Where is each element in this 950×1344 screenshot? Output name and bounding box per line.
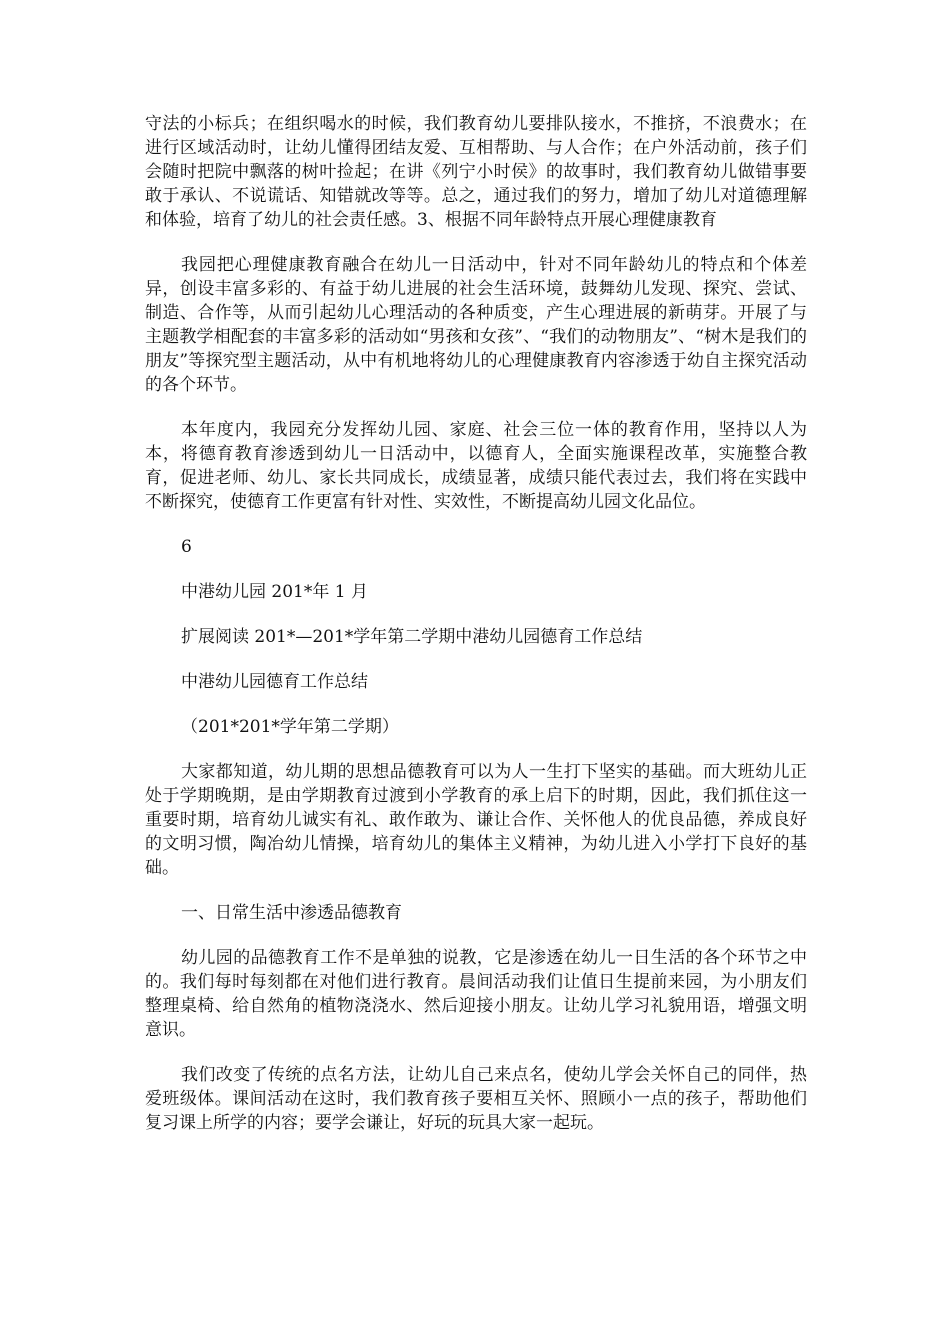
section-title: 中港幼儿园德育工作总结 <box>181 672 368 692</box>
paragraph-continued: 守法的小标兵；在组织喝水的时候，我们教育幼儿要排队接水，不推挤，不浪费水；在进行区域活动时，让幼儿懂得团结友爱、互相帮助、与人合作；在户外活动前，孩子们会随时把院中飘落的树叶捡起；在讲《列宁小时侯》的故事时，我们教育幼儿做错事要敢于承认、不说谎话、知错就改等等。总之，通过我们的努力，增加了幼儿对道德理解和体验，培育了幼儿的社会责任感。3、根据不同年龄特点开展心理健康教育 <box>145 114 807 230</box>
extended-reading-heading: 扩展阅读 201*—201*学年第二学期中港幼儿园德育工作总结 <box>181 627 643 647</box>
document-page <box>145 112 807 1156</box>
paragraph-annual-summary: 本年度内，我园充分发挥幼儿园、家庭、社会三位一体的教育作用，坚持以人为本，将德育教育渗透到幼儿一日活动中，以德育人，全面实施课程改革，实施整合教育，促进老师、幼儿、家长共同成长，成绩显著，成绩只能代表过去，我们将在实践中不断探究，使德育工作更富有针对性、实效性，不断提高幼儿园文化品位。 <box>145 420 807 512</box>
paragraph-daily-education: 幼儿园的品德教育工作不是单独的说教，它是渗透在幼儿一日生活的各个环节之中的。我们每时每刻都在对他们进行教育。晨间活动我们让值日生提前来园，为小朋友们整理桌椅、给自然角的植物浇浇水、然后迎接小朋友。让幼儿学习礼貌用语，增强文明意识。 <box>145 948 807 1040</box>
paragraph-mental-health: 我园把心理健康教育融合在幼儿一日活动中，针对不同年龄幼儿的特点和个体差异，创设丰富多彩的、有益于幼儿进展的社会生活环境，鼓舞幼儿发现、探究、尝试、制造、合作等，从而引起幼儿心理活动的各种质变，产生心理进展的新萌芽。开展了与主题教学相配套的丰富多彩的活动如“男孩和女孩”、“我们的动物朋友”、“树木是我们的朋友”等探究型主题活动，从中有机地将幼儿的心理健康教育内容渗透于幼自主探究活动的各个环节。 <box>145 255 807 395</box>
paragraph-roll-call: 我们改变了传统的点名方法，让幼儿自己来点名，使幼儿学会关怀自己的同伴，热爱班级体。课间活动在这时，我们教育孩子要相互关怀、照顾小一点的孩子，帮助他们复习课上所学的内容；要学会谦让，好玩的玩具大家一起玩。 <box>145 1065 807 1133</box>
page-number: 6 <box>181 537 192 557</box>
section-subtitle: （201*201*学年第二学期） <box>181 717 399 737</box>
section-heading-daily-life: 一、日常生活中渗透品德教育 <box>181 903 402 923</box>
paragraph-intro: 大家都知道，幼儿期的思想品德教育可以为人一生打下坚实的基础。而大班幼儿正处于学期晚期，是由学期教育过渡到小学教育的承上启下的时期，因此，我们抓住这一重要时期，培育幼儿诚实有礼、敢作敢为、谦让合作、关怀他人的优良品德，养成良好的文明习惯，陶冶幼儿情操，培育幼儿的集体主义精神，为幼儿进入小学打下良好的基础。 <box>145 762 807 878</box>
signature-date: 中港幼儿园 201*年 1 月 <box>181 582 368 602</box>
